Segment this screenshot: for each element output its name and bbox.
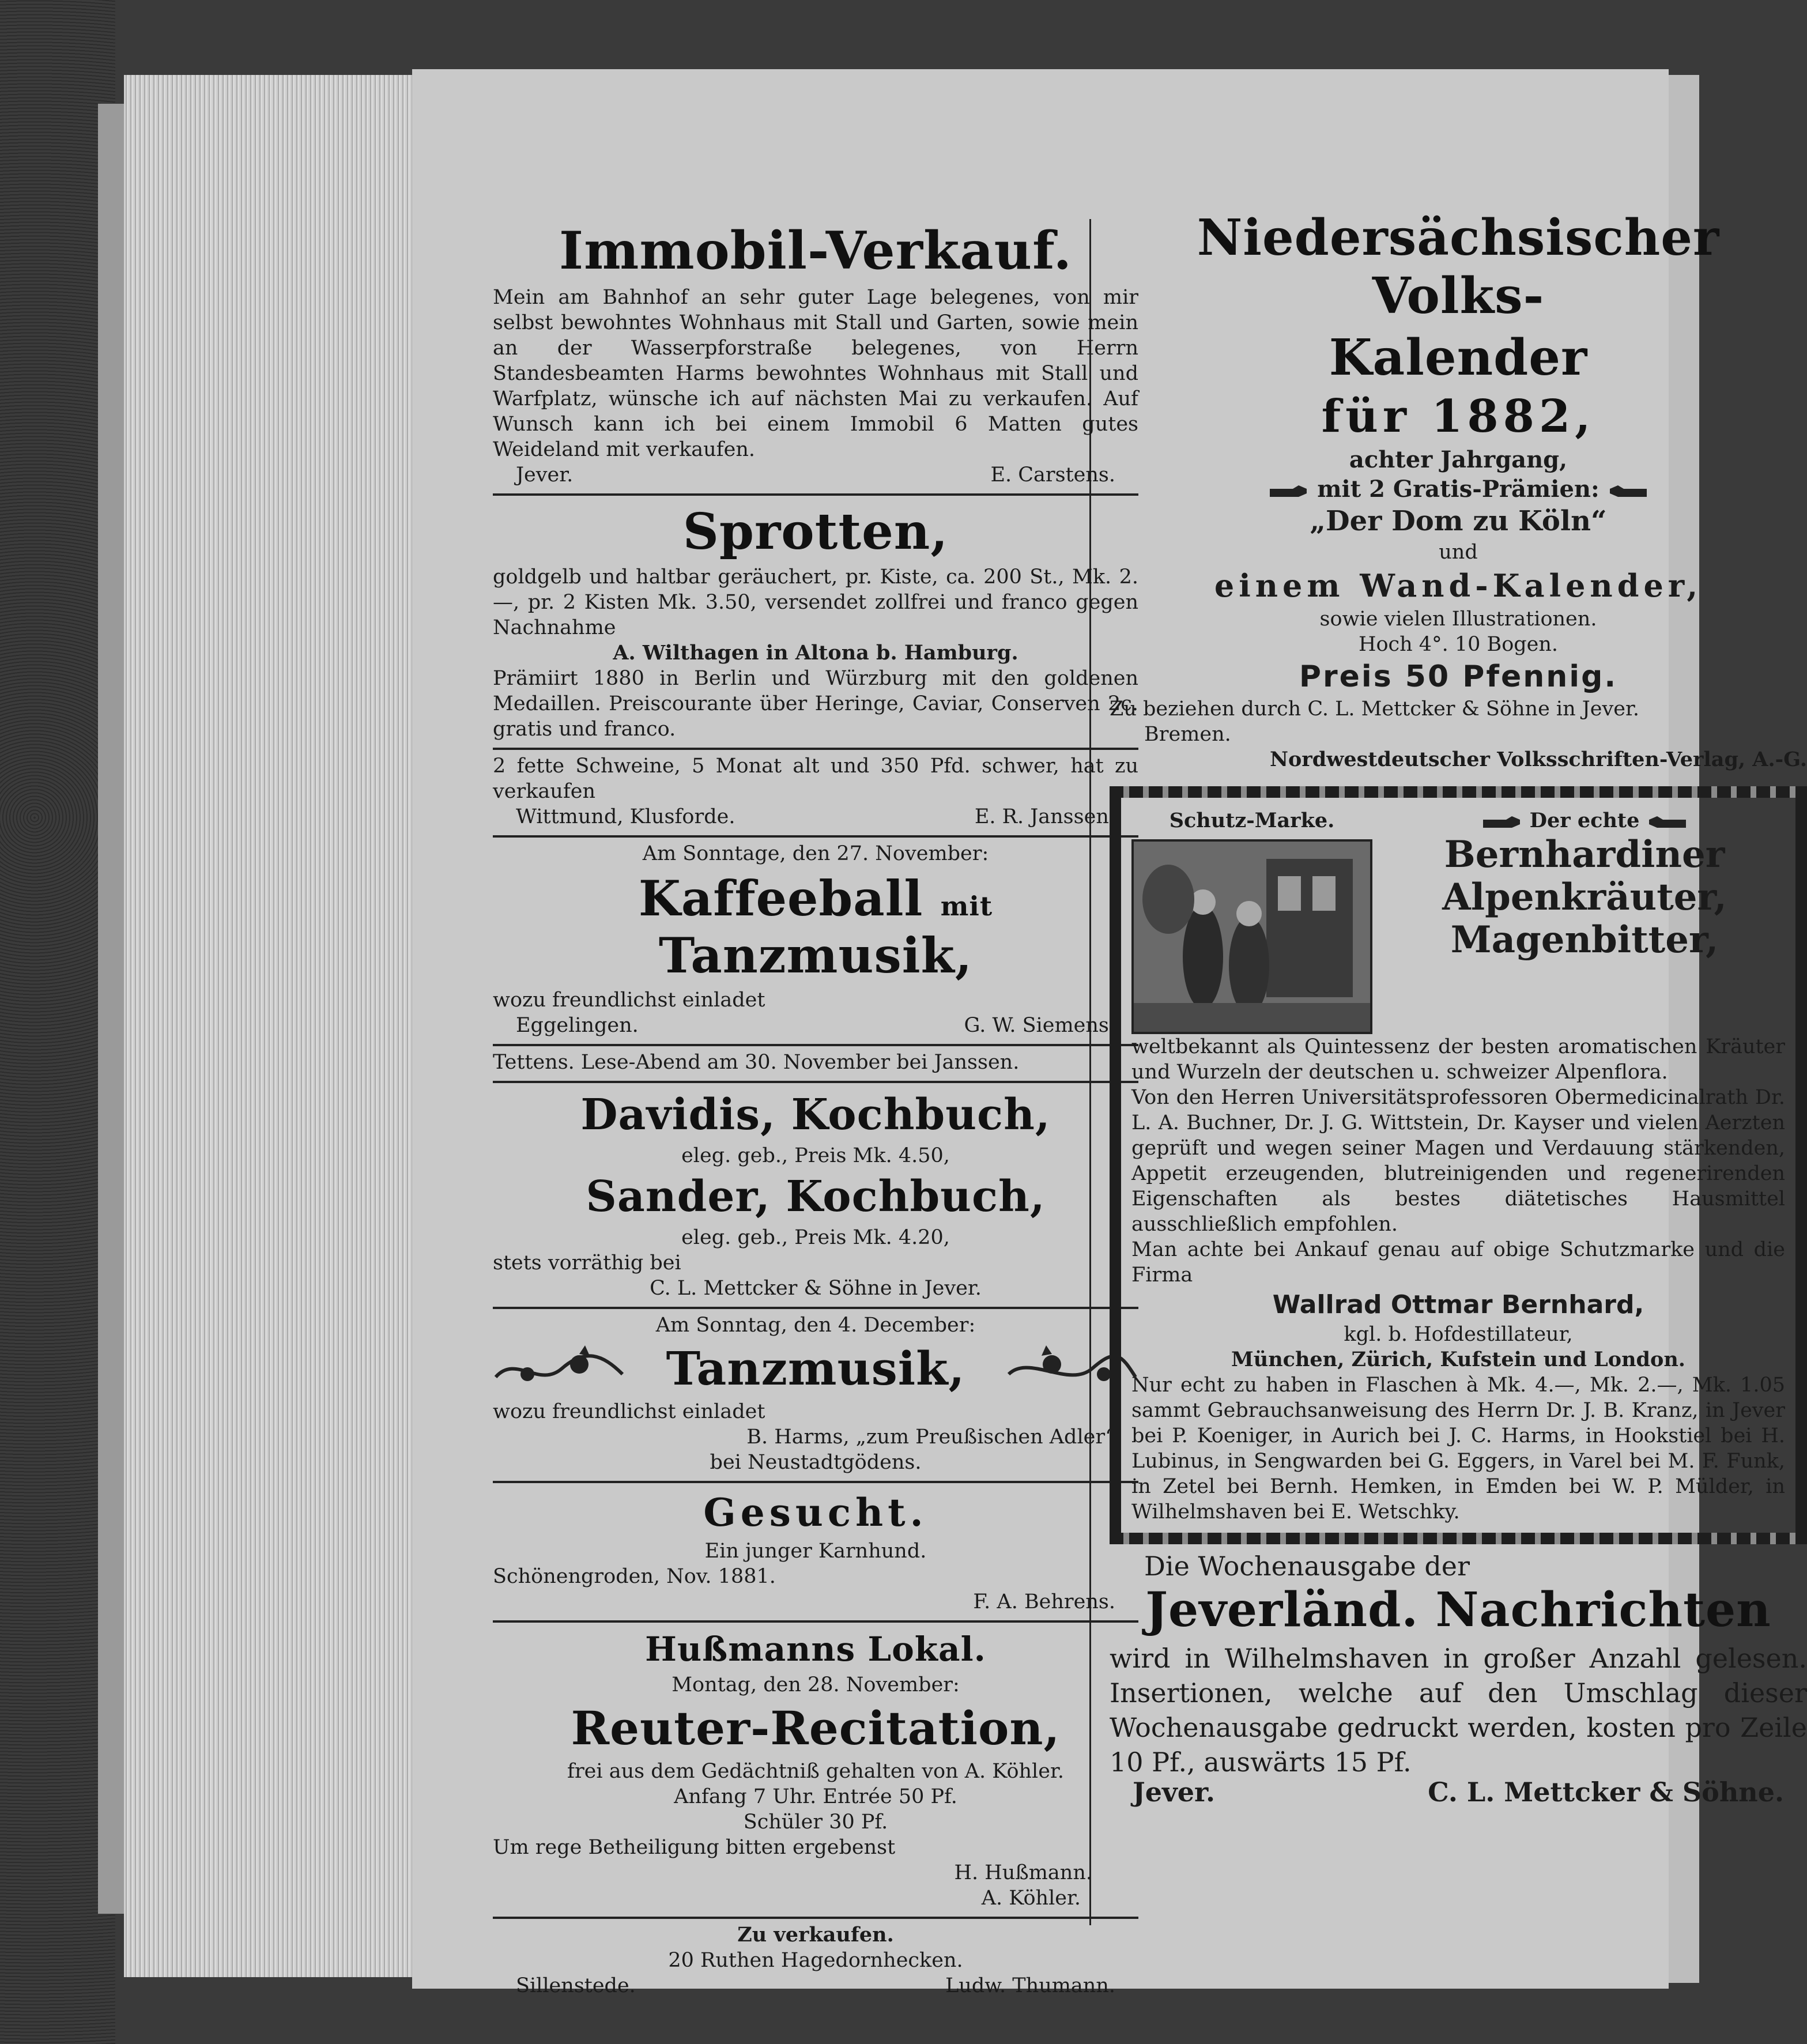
ad-signer-1: H. Hußmann. bbox=[954, 1861, 1092, 1884]
ad-firm: A. Wilthagen in Altona b. Hamburg. bbox=[613, 641, 1018, 665]
ad-body: frei aus dem Gedächtniß gehalten von A. Köhler. bbox=[567, 1760, 1064, 1783]
ad-premium-2: einem Wand-Kalender, bbox=[1214, 567, 1703, 604]
ad-kaffeeball bbox=[493, 838, 1138, 1046]
ad-format: Hoch 4°. 10 Bogen. bbox=[1358, 633, 1559, 656]
ad-title bbox=[493, 870, 1138, 984]
ad-kochbuch bbox=[493, 1083, 1138, 1309]
product-desc-2: Von den Herren Universitätsprofessoren Obermedicinalrath Dr. L. A. Buchner, Dr. J. G. Wittstein, Dr. Kayser und vielen Aerzten geprüft und wegen seiner Magen und Verdauung stärkenden, Appetit erzeugenden, blutreinigenden und regenerirenden Eigenschaften als bestes diätetisches Hausmittel ausschließlich empfohlen. bbox=[1131, 1086, 1785, 1236]
ad-title-row bbox=[493, 1341, 1138, 1396]
ad-title: Jeverländ. Nachrichten bbox=[1145, 1582, 1771, 1638]
ad-premium-1: „Der Dom zu Köln“ bbox=[1310, 505, 1607, 537]
ad-title: Tanzmusik, bbox=[666, 1341, 965, 1396]
ad-place: Schönengroden, Nov. 1881. bbox=[493, 1565, 776, 1588]
ad-year: für 1882, bbox=[1321, 390, 1595, 443]
ad-signature bbox=[493, 462, 1138, 488]
ad-place: Jever. bbox=[516, 463, 574, 487]
right-column bbox=[1110, 202, 1807, 1811]
ad-date: Am Sonntag, den 4. December: bbox=[655, 1314, 976, 1337]
pointing-hand-right-icon bbox=[1269, 484, 1309, 498]
ad-venue: Hußmanns Lokal. bbox=[645, 1630, 986, 1669]
ad-city: Bremen. bbox=[1144, 723, 1231, 746]
product-desc-3: Man achte bei Ankauf genau auf obige Schutzmarke und die Firma bbox=[1131, 1238, 1785, 1287]
ad-title: Zu verkaufen. bbox=[737, 1923, 894, 1947]
ad-place: Sillenstede. bbox=[516, 1974, 636, 1997]
ad-price: Preis 50 Pfennig. bbox=[1299, 659, 1618, 694]
product-firm-title: kgl. b. Hofdestillateur, bbox=[1344, 1323, 1573, 1346]
ad-gesucht bbox=[493, 1483, 1138, 1623]
product-cities: München, Zürich, Kufstein und London. bbox=[1231, 1348, 1685, 1371]
ad-sprotten bbox=[493, 496, 1138, 750]
ad-signer: B. Harms, „zum Preußischen Adler“ bbox=[746, 1425, 1115, 1449]
ad-title-mit: mit bbox=[940, 891, 993, 922]
ad-signature bbox=[1110, 1777, 1807, 1808]
floral-ornament-left-icon bbox=[493, 1342, 625, 1394]
ad-price-1: eleg. geb., Preis Mk. 4.50, bbox=[681, 1144, 950, 1167]
monks-trademark-icon bbox=[1134, 842, 1370, 1032]
product-firm: Wallrad Ottmar Bernhard, bbox=[1272, 1290, 1644, 1319]
product-desc-1: weltbekannt als Quintessenz der besten aromatischen Kräuter und Wurzeln der deutschen u. schweizer Alpenflora. bbox=[1131, 1035, 1785, 1084]
ad-body: wird in Wilhelmshaven in großer Anzahl gelesen. Insertionen, welche auf den Umschlag dieser Wochenausgabe gedruckt werden, kosten pro Zeile 10 Pf., auswärts 15 Pf. bbox=[1110, 1643, 1807, 1778]
ad-title-2: Kalender bbox=[1329, 329, 1588, 387]
page-stack-edge bbox=[124, 75, 412, 1977]
ad-title-1: Davidis, Kochbuch, bbox=[580, 1090, 1051, 1140]
ad-body: 2 fette Schweine, 5 Monat alt und 350 Pfd. schwer, hat zu verkaufen bbox=[493, 755, 1138, 803]
ad-place: Jever. bbox=[1133, 1777, 1216, 1808]
ad-tanzmusik bbox=[493, 1309, 1138, 1483]
ad-title: Sprotten, bbox=[682, 503, 949, 561]
book-cover-edge bbox=[98, 104, 127, 1914]
ad-body: Tettens. Lese-Abend am 30. November bei Janssen. bbox=[493, 1051, 1020, 1074]
ad-body: Mein am Bahnhof an sehr guter Lage belegenes, von mir selbst bewohntes Wohnhaus mit Stall und Garten, sowie mein an der Wasserpforstraße belegenes, von Herrn Standesbeamten Harms bewohntes Wohnhaus mit Stall und Warfplatz, wünsche ich auf nächsten Mai zu verkaufen. Auf Wunsch kann ich bei einem Immobil 6 Matten gutes Weideland mit verkaufen. bbox=[493, 286, 1138, 461]
ad-title-2: Sander, Kochbuch, bbox=[586, 1172, 1046, 1221]
ad-time: Anfang 7 Uhr. Entrée 50 Pf. bbox=[674, 1785, 957, 1808]
left-column bbox=[493, 213, 1138, 2004]
ad-premium-line bbox=[1110, 476, 1807, 503]
ad-signer: F. A. Behrens. bbox=[973, 1590, 1115, 1613]
box-header bbox=[1131, 808, 1785, 1034]
pointing-hand-left-icon bbox=[1608, 484, 1648, 498]
ad-title: Immobil-Verkauf. bbox=[559, 220, 1072, 281]
ad-sold-by: Zu beziehen durch C. L. Mettcker & Söhne in Jever. bbox=[1110, 697, 1640, 721]
ad-place: Eggelingen. bbox=[516, 1014, 639, 1037]
ad-signature bbox=[493, 1013, 1138, 1038]
product-desc-4: Nur echt zu haben in Flaschen à Mk. 4.—, Mk. 2.—, Mk. 1.05 sammt Gebrauchsanweisung des Herrn Dr. J. B. Kranz, in Jever bei P. Koeniger, in Aurich bei J. C. Harms, in Hookstiel bei H. Lubinus, in Sengwarden bei G. Eggers, in Varel bei M. F. Funk, in Zetel bei Bernh. Hemken, in Emden bei W. P. Mülder, in Wilhelmshaven bei E. Wetschky. bbox=[1131, 1374, 1785, 1523]
ad-place: Wittmund, Klusforde. bbox=[516, 805, 735, 828]
trademark-label: Schutz-Marke. bbox=[1169, 809, 1335, 832]
ad-signature bbox=[493, 1973, 1138, 1998]
ad-volkskalender bbox=[1110, 202, 1807, 778]
ad-signature bbox=[493, 804, 1138, 829]
ad-wochenausgabe bbox=[1110, 1544, 1807, 1811]
ad-signer: G. W. Siemens. bbox=[964, 1014, 1115, 1037]
ad-title: Gesucht. bbox=[703, 1490, 928, 1535]
ad-signer-2: A. Köhler. bbox=[981, 1887, 1081, 1910]
product-name-2: Alpenkräuter, bbox=[1442, 876, 1727, 919]
ad-stock: stets vorräthig bei bbox=[493, 1251, 681, 1274]
trademark-image bbox=[1131, 839, 1372, 1034]
ad-illustrations: sowie vielen Illustrationen. bbox=[1319, 608, 1597, 631]
ad-firm: C. L. Mettcker & Söhne in Jever. bbox=[650, 1277, 982, 1300]
ad-pupils: Schüler 30 Pf. bbox=[743, 1811, 888, 1834]
ad-body: 20 Ruthen Hagedornhecken. bbox=[668, 1949, 963, 1972]
ad-body: Ein junger Karnhund. bbox=[704, 1540, 927, 1563]
ad-body-2: Prämiirt 1880 in Berlin und Würzburg mit den goldenen Medaillen. Preiscourante über Heringe, Caviar, Conserven 2c. gratis und franco. bbox=[493, 667, 1138, 741]
pointing-hand-right-icon bbox=[1482, 815, 1522, 829]
ad-title-1: Niedersächsischer Volks- bbox=[1197, 209, 1720, 325]
product-echte-line bbox=[1384, 808, 1785, 834]
ad-schweine bbox=[493, 750, 1138, 838]
ad-signer: E. Carstens. bbox=[990, 463, 1115, 487]
ad-invite: wozu freundlichst einladet bbox=[493, 1400, 765, 1423]
ad-immobil-verkauf bbox=[493, 213, 1138, 496]
pointing-hand-left-icon bbox=[1647, 815, 1687, 829]
ad-leseabend bbox=[493, 1046, 1138, 1083]
ad-bernhardiner-box bbox=[1110, 786, 1807, 1544]
ad-invite: wozu freundlichst einladet bbox=[493, 989, 765, 1012]
ad-premium: mit 2 Gratis-Prämien: bbox=[1317, 476, 1599, 503]
ad-title-part-b: Tanzmusik, bbox=[658, 927, 973, 984]
ad-zu-verkaufen bbox=[493, 1919, 1138, 2004]
newspaper-page bbox=[412, 69, 1807, 1997]
ad-signer: C. L. Mettcker & Söhne. bbox=[1428, 1777, 1784, 1808]
product-title-block bbox=[1384, 808, 1785, 1034]
ad-body: goldgelb und haltbar geräuchert, pr. Kiste, ca. 200 St., Mk. 2.—, pr. 2 Kisten Mk. 3.50, versendet zollfrei und franco gegen Nachnahme bbox=[493, 565, 1138, 639]
product-name-1: Bernhardiner bbox=[1444, 833, 1725, 876]
ad-request: Um rege Betheiligung bitten ergebenst bbox=[493, 1836, 896, 1859]
ad-reuter-recitation bbox=[493, 1623, 1138, 1919]
ad-und: und bbox=[1439, 541, 1478, 564]
ad-price-2: eleg. geb., Preis Mk. 4.20, bbox=[681, 1226, 950, 1249]
ad-date: Montag, den 28. November: bbox=[672, 1673, 960, 1696]
ad-edition: achter Jahrgang, bbox=[1349, 446, 1568, 473]
ad-signer: E. R. Janssen. bbox=[974, 805, 1115, 828]
ad-title-part-a: Kaffeeball bbox=[638, 870, 923, 927]
ad-date: Am Sonntage, den 27. November: bbox=[642, 842, 989, 865]
product-name-3: Magenbitter, bbox=[1450, 918, 1719, 961]
product-echte: Der echte bbox=[1529, 809, 1640, 832]
ad-place: bei Neustadtgödens. bbox=[710, 1451, 922, 1474]
trademark-block bbox=[1131, 808, 1372, 1034]
ad-signer: Ludw. Thumann. bbox=[945, 1974, 1115, 1997]
ad-intro: Die Wochenausgabe der bbox=[1144, 1551, 1470, 1582]
ad-title: Reuter-Recitation, bbox=[571, 1701, 1061, 1755]
ad-publisher: Nordwestdeutscher Volksschriften-Verlag, A.-G. bbox=[1269, 748, 1807, 771]
